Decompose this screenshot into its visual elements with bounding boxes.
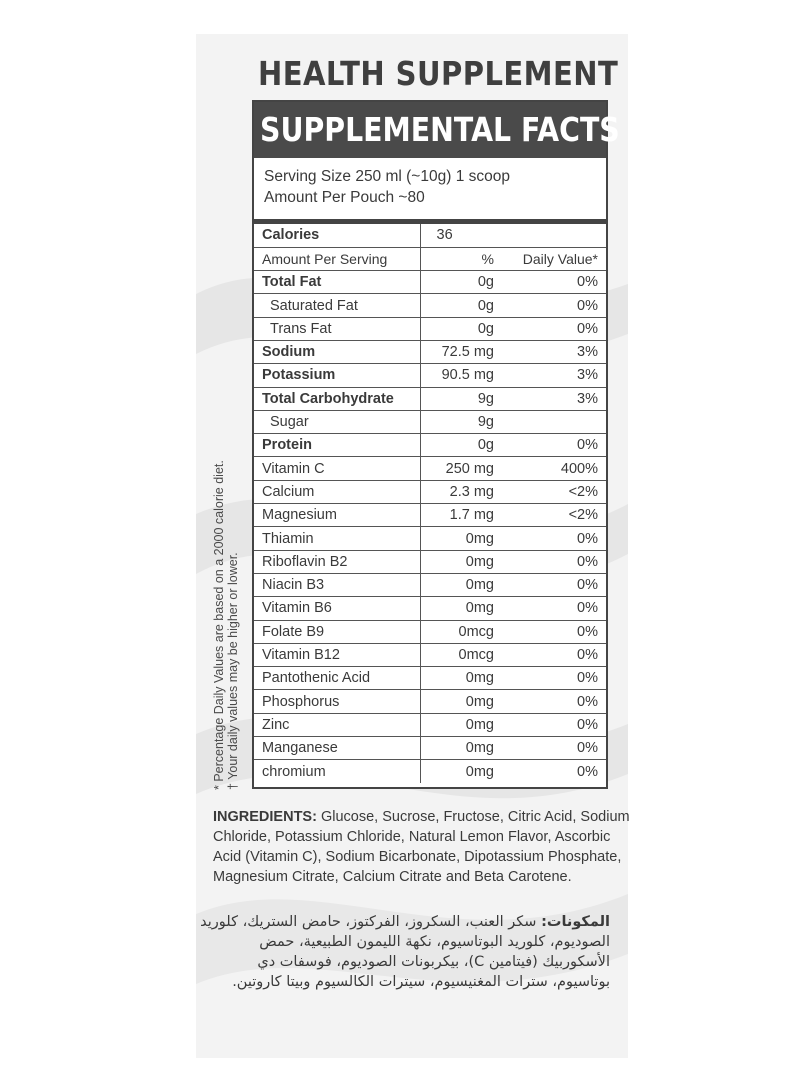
nutrient-name: Niacin B3 — [254, 573, 420, 596]
nutrient-name: Calcium — [254, 480, 420, 503]
nutrient-amount: 0mg — [420, 713, 500, 736]
serving-size: Serving Size 250 ml (~10g) 1 scoop — [264, 168, 510, 185]
nutrient-amount: 0mcg — [420, 643, 500, 666]
nutrient-name: Thiamin — [254, 527, 420, 550]
nutrient-row — [254, 573, 606, 596]
nutrient-amount: 0mg — [420, 597, 500, 620]
nutrient-amount: 72.5 mg — [420, 340, 500, 363]
nutrient-row — [254, 457, 606, 480]
nutrient-amount: 1.7 mg — [420, 504, 500, 527]
nutrient-name: chromium — [254, 760, 420, 783]
nutrition-table — [254, 224, 606, 783]
column-header-row — [254, 247, 606, 270]
footnote-daily-values: * Percentage Daily Values are based on a 2000 calorie diet. — [212, 460, 226, 790]
arabic-ingredients-label: المكونات: — [541, 914, 610, 930]
nutrient-name: Vitamin B6 — [254, 597, 420, 620]
nutrient-name: Potassium — [254, 364, 420, 387]
nutrient-amount: 0mg — [420, 737, 500, 760]
nutrient-amount: 0g — [420, 271, 500, 294]
nutrient-row — [254, 737, 606, 760]
nutrient-row — [254, 713, 606, 736]
nutrient-row — [254, 760, 606, 783]
nutrient-amount: 9g — [420, 410, 500, 433]
nutrient-amount: 2.3 mg — [420, 480, 500, 503]
nutrient-daily-value: 0% — [500, 597, 606, 620]
calories-value: 36 — [436, 227, 453, 244]
nutrient-daily-value: 0% — [500, 737, 606, 760]
nutrient-daily-value: 0% — [500, 713, 606, 736]
nutrient-amount: 0g — [420, 294, 500, 317]
nutrient-name: Saturated Fat — [254, 294, 420, 317]
nutrient-name: Total Fat — [254, 271, 420, 294]
nutrient-row — [254, 317, 606, 340]
footnotes — [212, 400, 240, 790]
serving-info — [254, 158, 606, 224]
nutrient-row — [254, 387, 606, 410]
arabic-ingredients-text: سكر العنب، السكروز، الفركتوز، حامض الستريك، كلوريد الصوديوم، كلوريد البوتاسيوم، نكهة الليمون الطبيعية، حمض الأسكوربيك (فيتامين C)، بيكربونات الصوديوم، فوسفات دي بوتاسيوم، سترات المغنيسيوم، سيترات الكالسيوم وبيتا كاروتين. — [200, 914, 610, 990]
nutrient-amount: 0mcg — [420, 620, 500, 643]
nutrient-name: Pantothenic Acid — [254, 667, 420, 690]
ingredients-arabic — [200, 912, 610, 992]
nutrient-row — [254, 271, 606, 294]
amount-per-pouch: Amount Per Pouch ~80 — [264, 189, 425, 206]
nutrient-amount: 0mg — [420, 690, 500, 713]
nutrient-name: Folate B9 — [254, 620, 420, 643]
ingredients-text: Glucose, Sucrose, Fructose, Citric Acid, Sodium Chloride, Potassium Chloride, Natural Lemon Flavor, Ascorbic Acid (Vitamin C), Sodium Bicarbonate, Dipotassium Phosphate, Magnesium Citrate, Calcium Citrate and Beta Carotene. — [213, 809, 630, 885]
nutrient-daily-value: 3% — [500, 364, 606, 387]
nutrient-daily-value: 0% — [500, 317, 606, 340]
nutrient-daily-value: 0% — [500, 271, 606, 294]
nutrient-name: Vitamin C — [254, 457, 420, 480]
nutrient-amount: 90.5 mg — [420, 364, 500, 387]
nutrient-daily-value: <2% — [500, 504, 606, 527]
nutrient-amount: 0mg — [420, 573, 500, 596]
nutrient-daily-value: <2% — [500, 480, 606, 503]
percent-header: % — [420, 247, 500, 270]
nutrient-amount: 250 mg — [420, 457, 500, 480]
nutrient-name: Phosphorus — [254, 690, 420, 713]
nutrient-daily-value: 0% — [500, 667, 606, 690]
nutrient-name: Vitamin B12 — [254, 643, 420, 666]
nutrient-name: Total Carbohydrate — [254, 387, 420, 410]
nutrient-row — [254, 504, 606, 527]
nutrient-row — [254, 294, 606, 317]
ingredients-label: INGREDIENTS: — [213, 809, 317, 825]
nutrient-daily-value: 0% — [500, 573, 606, 596]
nutrient-daily-value: 400% — [500, 457, 606, 480]
nutrient-amount: 0mg — [420, 550, 500, 573]
facts-header: SUPPLEMENTAL FACTS — [254, 102, 606, 158]
amount-per-serving-header: Amount Per Serving — [254, 247, 420, 270]
nutrient-row — [254, 364, 606, 387]
supplement-facts-panel — [252, 100, 620, 789]
nutrient-daily-value: 0% — [500, 643, 606, 666]
nutrient-row — [254, 340, 606, 363]
nutrient-daily-value: 0% — [500, 690, 606, 713]
nutrient-amount: 9g — [420, 387, 500, 410]
nutrient-amount: 0g — [420, 317, 500, 340]
nutrient-row — [254, 527, 606, 550]
daily-value-header: Daily Value* — [500, 247, 606, 270]
nutrient-name: Magnesium — [254, 504, 420, 527]
nutrient-amount: 0mg — [420, 667, 500, 690]
nutrient-name: Trans Fat — [254, 317, 420, 340]
nutrient-row — [254, 410, 606, 433]
nutrient-row — [254, 597, 606, 620]
calories-row — [254, 224, 606, 247]
nutrient-daily-value: 0% — [500, 620, 606, 643]
nutrient-amount: 0mg — [420, 527, 500, 550]
nutrient-row — [254, 434, 606, 457]
nutrient-name: Manganese — [254, 737, 420, 760]
nutrient-row — [254, 690, 606, 713]
nutrient-name: Sugar — [254, 410, 420, 433]
nutrient-name: Zinc — [254, 713, 420, 736]
nutrient-row — [254, 643, 606, 666]
nutrient-daily-value: 0% — [500, 527, 606, 550]
nutrient-row — [254, 550, 606, 573]
nutrient-name: Riboflavin B2 — [254, 550, 420, 573]
nutrient-amount: 0g — [420, 434, 500, 457]
nutrient-daily-value: 0% — [500, 434, 606, 457]
nutrient-daily-value: 0% — [500, 550, 606, 573]
calories-label: Calories — [254, 224, 420, 247]
nutrient-daily-value: 3% — [500, 387, 606, 410]
footnote-may-vary: † Your daily values may be higher or lower. — [226, 552, 240, 790]
nutrient-daily-value: 0% — [500, 760, 606, 783]
page-title: HEALTH SUPPLEMENT — [258, 54, 619, 93]
nutrient-name: Protein — [254, 434, 420, 457]
nutrient-row — [254, 620, 606, 643]
ingredients-english — [213, 807, 633, 887]
nutrient-daily-value — [500, 410, 606, 433]
nutrient-row — [254, 480, 606, 503]
nutrient-row — [254, 667, 606, 690]
nutrient-daily-value: 3% — [500, 340, 606, 363]
nutrient-name: Sodium — [254, 340, 420, 363]
nutrient-daily-value: 0% — [500, 294, 606, 317]
nutrient-amount: 0mg — [420, 760, 500, 783]
